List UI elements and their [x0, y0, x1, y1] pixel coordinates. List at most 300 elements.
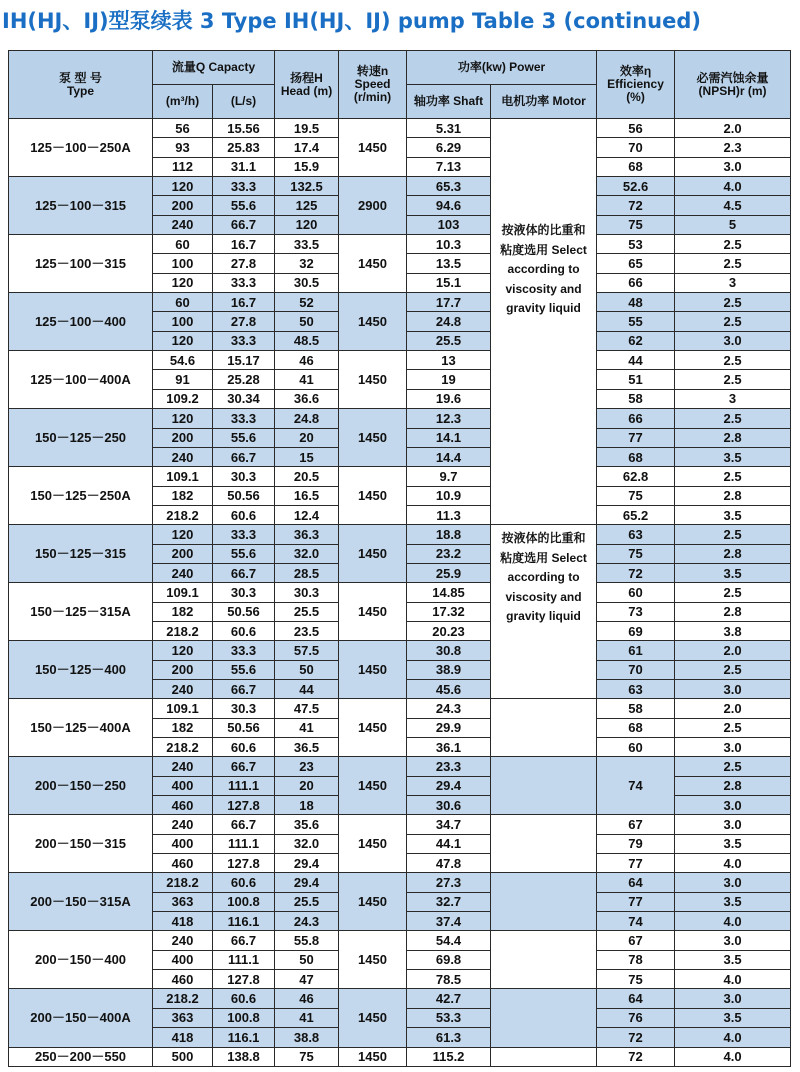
speed-value: 1450: [339, 409, 407, 467]
npsh-value: 2.5: [675, 409, 791, 428]
efficiency-value: 62.8: [597, 467, 675, 486]
capacity-ls: 50.56: [213, 602, 275, 621]
efficiency-value: 68: [597, 447, 675, 466]
capacity-ls: 111.1: [213, 834, 275, 853]
efficiency-value: 72: [597, 1028, 675, 1047]
capacity-m3h: 218.2: [153, 621, 213, 640]
npsh-value: 4.0: [675, 854, 791, 873]
capacity-m3h: 112: [153, 157, 213, 176]
capacity-m3h: 54.6: [153, 351, 213, 370]
head-value: 36.5: [275, 738, 339, 757]
capacity-ls: 116.1: [213, 912, 275, 931]
capacity-ls: 55.6: [213, 660, 275, 679]
motor-note-text: 按液体的比重和粘度选用 Select according to viscosity and gravity liquid: [500, 223, 587, 315]
capacity-m3h: 500: [153, 1047, 213, 1066]
shaft-power-value: 23.2: [407, 544, 491, 563]
npsh-value: 3.5: [675, 505, 791, 524]
speed-value: 1450: [339, 641, 407, 699]
capacity-m3h: 418: [153, 912, 213, 931]
npsh-value: 3.5: [675, 892, 791, 911]
npsh-value: 2.3: [675, 138, 791, 157]
efficiency-value: 56: [597, 119, 675, 138]
efficiency-value: 60: [597, 738, 675, 757]
head-value: 52: [275, 293, 339, 312]
head-value: 23.5: [275, 621, 339, 640]
efficiency-value: 75: [597, 970, 675, 989]
shaft-power-value: 25.5: [407, 331, 491, 350]
pump-model: 150－125－315: [9, 525, 153, 583]
header-speed: 转速n Speed (r/min): [339, 51, 407, 119]
npsh-value: 3.5: [675, 834, 791, 853]
efficiency-value: 65.2: [597, 505, 675, 524]
efficiency-value: 77: [597, 854, 675, 873]
pump-model: 200－150－400A: [9, 989, 153, 1047]
capacity-m3h: 200: [153, 196, 213, 215]
capacity-m3h: 400: [153, 834, 213, 853]
head-value: 30.5: [275, 273, 339, 292]
head-value: 24.3: [275, 912, 339, 931]
capacity-m3h: 240: [153, 815, 213, 834]
npsh-value: 3.0: [675, 989, 791, 1008]
capacity-m3h: 120: [153, 525, 213, 544]
efficiency-value: 76: [597, 1008, 675, 1027]
shaft-power-value: 14.1: [407, 428, 491, 447]
capacity-m3h: 120: [153, 273, 213, 292]
shaft-power-value: 13: [407, 351, 491, 370]
head-value: 16.5: [275, 486, 339, 505]
head-value: 35.6: [275, 815, 339, 834]
head-value: 125: [275, 196, 339, 215]
efficiency-value: 72: [597, 196, 675, 215]
head-value: 50: [275, 312, 339, 331]
head-value: 29.4: [275, 854, 339, 873]
capacity-m3h: 120: [153, 177, 213, 196]
npsh-value: 4.0: [675, 1028, 791, 1047]
head-value: 41: [275, 718, 339, 737]
pump-model: 125－100－250A: [9, 119, 153, 177]
capacity-m3h: 60: [153, 235, 213, 254]
npsh-value: 2.8: [675, 776, 791, 795]
shaft-power-value: 14.85: [407, 583, 491, 602]
pump-model: 125－100－315: [9, 235, 153, 293]
capacity-ls: 60.6: [213, 505, 275, 524]
shaft-power-value: 45.6: [407, 679, 491, 698]
table-body: [9, 119, 791, 1067]
shaft-power-value: 32.7: [407, 892, 491, 911]
capacity-ls: 30.3: [213, 467, 275, 486]
capacity-m3h: 460: [153, 796, 213, 815]
head-value: 47.5: [275, 699, 339, 718]
npsh-value: 3.8: [675, 621, 791, 640]
capacity-ls: 60.6: [213, 621, 275, 640]
motor-power-note: [491, 119, 597, 525]
capacity-m3h: 56: [153, 119, 213, 138]
shaft-power-value: 6.29: [407, 138, 491, 157]
shaft-power-value: 36.1: [407, 738, 491, 757]
capacity-ls: 25.28: [213, 370, 275, 389]
capacity-ls: 27.8: [213, 254, 275, 273]
head-value: 38.8: [275, 1028, 339, 1047]
pump-model: 125－100－400A: [9, 351, 153, 409]
capacity-ls: 60.6: [213, 738, 275, 757]
shaft-power-value: 11.3: [407, 505, 491, 524]
shaft-power-value: 47.8: [407, 854, 491, 873]
capacity-m3h: 200: [153, 544, 213, 563]
efficiency-value: 67: [597, 815, 675, 834]
npsh-value: 2.5: [675, 293, 791, 312]
efficiency-value: 77: [597, 892, 675, 911]
shaft-power-value: 7.13: [407, 157, 491, 176]
head-value: 23: [275, 757, 339, 776]
npsh-value: 3.5: [675, 950, 791, 969]
capacity-m3h: 120: [153, 331, 213, 350]
header-power: 功率(kw) Power: [407, 51, 597, 85]
head-value: 32.0: [275, 834, 339, 853]
npsh-value: 3.0: [675, 679, 791, 698]
head-value: 17.4: [275, 138, 339, 157]
head-value: 36.3: [275, 525, 339, 544]
npsh-value: 3.0: [675, 873, 791, 892]
capacity-m3h: 218.2: [153, 989, 213, 1008]
capacity-m3h: 240: [153, 215, 213, 234]
head-value: 50: [275, 950, 339, 969]
head-value: 47: [275, 970, 339, 989]
efficiency-value: 75: [597, 215, 675, 234]
npsh-value: 3.0: [675, 331, 791, 350]
head-value: 41: [275, 1008, 339, 1027]
npsh-value: 2.0: [675, 119, 791, 138]
npsh-value: 2.5: [675, 312, 791, 331]
capacity-ls: 66.7: [213, 215, 275, 234]
capacity-ls: 55.6: [213, 428, 275, 447]
speed-value: 1450: [339, 293, 407, 351]
table-row: [9, 525, 791, 544]
head-value: 33.5: [275, 235, 339, 254]
shaft-power-value: 94.6: [407, 196, 491, 215]
header-shaft-power: 轴功率 Shaft: [407, 85, 491, 119]
efficiency-value: 72: [597, 563, 675, 582]
head-value: 48.5: [275, 331, 339, 350]
shaft-power-value: 17.7: [407, 293, 491, 312]
table-row: [9, 989, 791, 1008]
capacity-m3h: 240: [153, 447, 213, 466]
npsh-value: 4.0: [675, 912, 791, 931]
head-value: 15: [275, 447, 339, 466]
capacity-m3h: 240: [153, 563, 213, 582]
efficiency-value: 63: [597, 525, 675, 544]
efficiency-value: 52.6: [597, 177, 675, 196]
table-row: [9, 293, 791, 312]
motor-power-value: [491, 1047, 597, 1066]
header-capacity: 流量Q Capacty: [153, 51, 275, 85]
npsh-value: 3: [675, 389, 791, 408]
speed-value: 1450: [339, 467, 407, 525]
npsh-value: 4.0: [675, 970, 791, 989]
pump-spec-table: [8, 50, 791, 1067]
pump-model: 150－125－400: [9, 641, 153, 699]
capacity-m3h: 240: [153, 679, 213, 698]
capacity-ls: 66.7: [213, 815, 275, 834]
capacity-ls: 100.8: [213, 1008, 275, 1027]
efficiency-value: 78: [597, 950, 675, 969]
capacity-ls: 66.7: [213, 931, 275, 950]
capacity-ls: 116.1: [213, 1028, 275, 1047]
capacity-m3h: 182: [153, 602, 213, 621]
table-row: [9, 177, 791, 196]
shaft-power-value: 65.3: [407, 177, 491, 196]
efficiency-value: 75: [597, 544, 675, 563]
speed-value: 1450: [339, 873, 407, 931]
capacity-m3h: 400: [153, 776, 213, 795]
shaft-power-value: 19: [407, 370, 491, 389]
shaft-power-value: 18.8: [407, 525, 491, 544]
efficiency-value: 70: [597, 138, 675, 157]
shaft-power-value: 30.6: [407, 796, 491, 815]
shaft-power-value: 27.3: [407, 873, 491, 892]
table-row: [9, 815, 791, 834]
pump-model: 150－125－400A: [9, 699, 153, 757]
npsh-value: 2.8: [675, 544, 791, 563]
shaft-power-value: 24.8: [407, 312, 491, 331]
shaft-power-value: 29.4: [407, 776, 491, 795]
npsh-value: 4.0: [675, 177, 791, 196]
shaft-power-value: 10.9: [407, 486, 491, 505]
shaft-power-value: 37.4: [407, 912, 491, 931]
shaft-power-value: 44.1: [407, 834, 491, 853]
motor-power-value: [491, 873, 597, 931]
pump-model: 150－125－315A: [9, 583, 153, 641]
head-value: 12.4: [275, 505, 339, 524]
efficiency-value: 60: [597, 583, 675, 602]
npsh-value: 3.0: [675, 815, 791, 834]
capacity-ls: 30.3: [213, 699, 275, 718]
speed-value: 1450: [339, 989, 407, 1047]
header-capacity-unit-ls: (L/s): [213, 85, 275, 119]
npsh-value: 2.5: [675, 583, 791, 602]
head-value: 20: [275, 428, 339, 447]
shaft-power-value: 5.31: [407, 119, 491, 138]
efficiency-value: 77: [597, 428, 675, 447]
capacity-m3h: 363: [153, 892, 213, 911]
npsh-value: 3.5: [675, 1008, 791, 1027]
capacity-ls: 138.8: [213, 1047, 275, 1066]
shaft-power-value: 78.5: [407, 970, 491, 989]
npsh-value: 2.5: [675, 370, 791, 389]
motor-power-value: [491, 815, 597, 873]
shaft-power-value: 61.3: [407, 1028, 491, 1047]
shaft-power-value: 103: [407, 215, 491, 234]
header-npsh: 必需汽蚀余量 (NPSH)r (m): [675, 51, 791, 119]
head-value: 18: [275, 796, 339, 815]
npsh-value: 2.5: [675, 351, 791, 370]
speed-value: 1450: [339, 1047, 407, 1066]
pump-model: 200－150－250: [9, 757, 153, 815]
capacity-m3h: 200: [153, 428, 213, 447]
table-row: [9, 351, 791, 370]
shaft-power-value: 115.2: [407, 1047, 491, 1066]
efficiency-value: 51: [597, 370, 675, 389]
capacity-m3h: 218.2: [153, 505, 213, 524]
head-value: 132.5: [275, 177, 339, 196]
capacity-m3h: 120: [153, 409, 213, 428]
head-value: 50: [275, 660, 339, 679]
capacity-ls: 15.17: [213, 351, 275, 370]
capacity-ls: 66.7: [213, 679, 275, 698]
shaft-power-value: 17.32: [407, 602, 491, 621]
shaft-power-value: 14.4: [407, 447, 491, 466]
motor-power-value: [491, 931, 597, 989]
capacity-m3h: 100: [153, 312, 213, 331]
head-value: 120: [275, 215, 339, 234]
capacity-m3h: 218.2: [153, 738, 213, 757]
capacity-ls: 55.6: [213, 544, 275, 563]
head-value: 15.9: [275, 157, 339, 176]
pump-model: 200－150－315: [9, 815, 153, 873]
header-efficiency: 效率η Efficiency (%): [597, 51, 675, 119]
efficiency-value: 74: [597, 757, 675, 815]
head-value: 25.5: [275, 602, 339, 621]
table-row: [9, 235, 791, 254]
capacity-ls: 33.3: [213, 409, 275, 428]
capacity-ls: 50.56: [213, 486, 275, 505]
capacity-m3h: 109.2: [153, 389, 213, 408]
head-value: 24.8: [275, 409, 339, 428]
capacity-m3h: 460: [153, 970, 213, 989]
efficiency-value: 63: [597, 679, 675, 698]
shaft-power-value: 15.1: [407, 273, 491, 292]
capacity-m3h: 182: [153, 486, 213, 505]
capacity-m3h: 400: [153, 950, 213, 969]
shaft-power-value: 9.7: [407, 467, 491, 486]
npsh-value: 3.0: [675, 796, 791, 815]
npsh-value: 2.8: [675, 428, 791, 447]
page-title: IH(HJ、IJ)型泵续表 3 Type IH(HJ、IJ) pump Table 3 (continued): [2, 9, 701, 33]
speed-value: 1450: [339, 699, 407, 757]
capacity-m3h: 91: [153, 370, 213, 389]
capacity-m3h: 120: [153, 641, 213, 660]
header-capacity-unit-m3h: (m³/h): [153, 85, 213, 119]
capacity-ls: 30.34: [213, 389, 275, 408]
capacity-ls: 27.8: [213, 312, 275, 331]
capacity-m3h: 240: [153, 931, 213, 950]
capacity-m3h: 182: [153, 718, 213, 737]
speed-value: 2900: [339, 177, 407, 235]
efficiency-value: 66: [597, 273, 675, 292]
motor-power-note: [491, 525, 597, 699]
shaft-power-value: 38.9: [407, 660, 491, 679]
capacity-ls: 16.7: [213, 293, 275, 312]
shaft-power-value: 53.3: [407, 1008, 491, 1027]
head-value: 30.3: [275, 583, 339, 602]
npsh-value: 5: [675, 215, 791, 234]
head-value: 75: [275, 1047, 339, 1066]
head-value: 55.8: [275, 931, 339, 950]
efficiency-value: 61: [597, 641, 675, 660]
capacity-m3h: 100: [153, 254, 213, 273]
capacity-ls: 127.8: [213, 796, 275, 815]
capacity-ls: 50.56: [213, 718, 275, 737]
capacity-ls: 30.3: [213, 583, 275, 602]
head-value: 19.5: [275, 119, 339, 138]
efficiency-value: 74: [597, 912, 675, 931]
shaft-power-value: 34.7: [407, 815, 491, 834]
header-head: 扬程H Head (m): [275, 51, 339, 119]
npsh-value: 4.0: [675, 1047, 791, 1066]
motor-power-value: [491, 699, 597, 757]
shaft-power-value: 42.7: [407, 989, 491, 1008]
table-row: [9, 409, 791, 428]
speed-value: 1450: [339, 757, 407, 815]
npsh-value: 2.5: [675, 757, 791, 776]
npsh-value: 3.0: [675, 157, 791, 176]
capacity-ls: 60.6: [213, 989, 275, 1008]
pump-model: 125－100－400: [9, 293, 153, 351]
motor-power-value: [491, 989, 597, 1047]
npsh-value: 2.5: [675, 660, 791, 679]
npsh-value: 2.0: [675, 641, 791, 660]
capacity-m3h: 200: [153, 660, 213, 679]
table-row: [9, 119, 791, 138]
efficiency-value: 73: [597, 602, 675, 621]
capacity-ls: 33.3: [213, 177, 275, 196]
capacity-ls: 15.56: [213, 119, 275, 138]
capacity-ls: 33.3: [213, 525, 275, 544]
pump-model: 200－150－400: [9, 931, 153, 989]
table-row: [9, 873, 791, 892]
table-row: [9, 757, 791, 776]
shaft-power-value: 19.6: [407, 389, 491, 408]
shaft-power-value: 30.8: [407, 641, 491, 660]
capacity-m3h: 93: [153, 138, 213, 157]
capacity-ls: 111.1: [213, 950, 275, 969]
pump-model: 250－200－550: [9, 1047, 153, 1066]
head-value: 57.5: [275, 641, 339, 660]
capacity-ls: 25.83: [213, 138, 275, 157]
shaft-power-value: 69.8: [407, 950, 491, 969]
efficiency-value: 72: [597, 1047, 675, 1066]
efficiency-value: 58: [597, 389, 675, 408]
npsh-value: 3.5: [675, 563, 791, 582]
capacity-ls: 31.1: [213, 157, 275, 176]
efficiency-value: 48: [597, 293, 675, 312]
shaft-power-value: 23.3: [407, 757, 491, 776]
speed-value: 1450: [339, 583, 407, 641]
npsh-value: 3.0: [675, 931, 791, 950]
shaft-power-value: 13.5: [407, 254, 491, 273]
capacity-ls: 16.7: [213, 235, 275, 254]
header-type: 泵 型 号 Type: [9, 51, 153, 119]
npsh-value: 4.5: [675, 196, 791, 215]
shaft-power-value: 10.3: [407, 235, 491, 254]
table-row: [9, 931, 791, 950]
head-value: 28.5: [275, 563, 339, 582]
shaft-power-value: 24.3: [407, 699, 491, 718]
npsh-value: 2.8: [675, 486, 791, 505]
capacity-m3h: 109.1: [153, 583, 213, 602]
head-value: 46: [275, 351, 339, 370]
npsh-value: 2.0: [675, 699, 791, 718]
efficiency-value: 69: [597, 621, 675, 640]
capacity-m3h: 109.1: [153, 467, 213, 486]
head-value: 20: [275, 776, 339, 795]
capacity-ls: 111.1: [213, 776, 275, 795]
table-row: [9, 699, 791, 718]
capacity-ls: 127.8: [213, 970, 275, 989]
npsh-value: 3.5: [675, 447, 791, 466]
efficiency-value: 55: [597, 312, 675, 331]
efficiency-value: 68: [597, 718, 675, 737]
capacity-m3h: 418: [153, 1028, 213, 1047]
